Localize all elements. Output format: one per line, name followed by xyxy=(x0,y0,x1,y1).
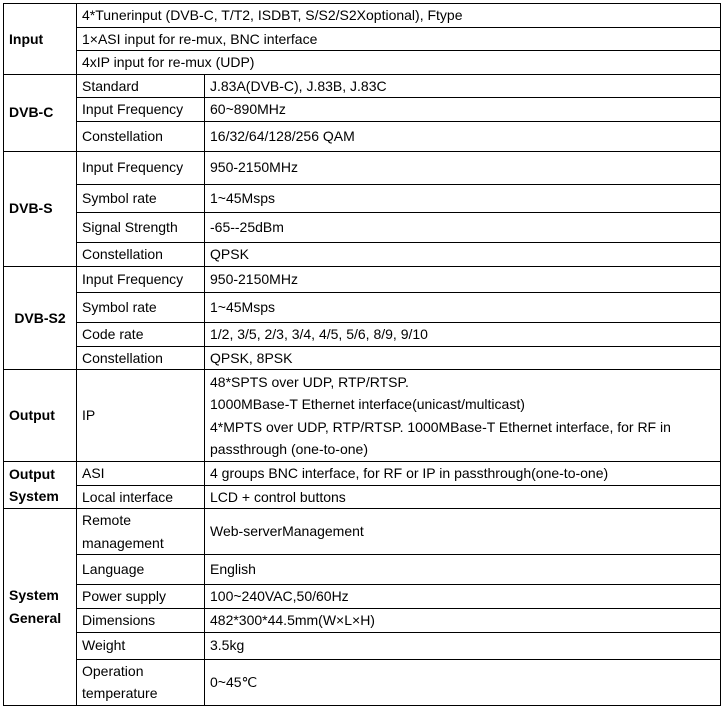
system-general-value: 100~240VAC,50/60Hz xyxy=(205,585,721,609)
system-general-key xyxy=(77,509,205,555)
table-row xyxy=(4,585,721,609)
table-row xyxy=(4,292,721,322)
key-line: Operation xyxy=(82,662,144,679)
dvbs-key: Symbol rate xyxy=(77,184,205,212)
output-line: 1000MBase-T Ethernet interface(unicast/multicast) xyxy=(210,396,525,412)
table-row xyxy=(4,462,721,486)
table-row xyxy=(4,509,721,555)
dvbs-key: Input Frequency xyxy=(77,151,205,184)
dvbs-key: Constellation xyxy=(77,242,205,266)
input-line-3: 4xIP input for re-mux (UDP) xyxy=(77,51,721,75)
system-general-value: English xyxy=(205,555,721,585)
table-row xyxy=(4,51,721,75)
table-row xyxy=(4,555,721,585)
system-general-value: 482*300*44.5mm(W×L×H) xyxy=(205,609,721,633)
system-general-key xyxy=(77,659,205,705)
dvbs2-value: 1/2, 3/5, 2/3, 3/4, 4/5, 5/6, 8/9, 9/10 xyxy=(205,322,721,346)
dvbc-value: 16/32/64/128/256 QAM xyxy=(205,121,721,151)
system-general-key: Power supply xyxy=(77,585,205,609)
table-row xyxy=(4,242,721,266)
output-line: passthrough (one-to-one) xyxy=(210,441,368,457)
table-row xyxy=(4,74,721,98)
table-row xyxy=(4,184,721,212)
group-dvbs-label: DVB-S xyxy=(4,151,77,266)
system-general-key: Language xyxy=(77,555,205,585)
dvbs-value: 950-2150MHz xyxy=(205,151,721,184)
dvbs-value: -65--25dBm xyxy=(205,212,721,242)
spec-table xyxy=(3,3,721,706)
system-general-value: 3.5kg xyxy=(205,632,721,659)
table-row xyxy=(4,322,721,346)
dvbc-key: Standard xyxy=(77,74,205,98)
system-general-value: 0~45℃ xyxy=(205,659,721,705)
system-general-label-line: General xyxy=(9,609,62,626)
output-system-label-line: Output xyxy=(9,465,55,482)
dvbs2-key: Constellation xyxy=(77,346,205,370)
dvbs-value: QPSK xyxy=(205,242,721,266)
system-general-key: Weight xyxy=(77,632,205,659)
system-general-key: Dimensions xyxy=(77,609,205,633)
dvbc-key: Input Frequency xyxy=(77,98,205,122)
table-row xyxy=(4,266,721,292)
key-line: Remote xyxy=(82,512,132,528)
table-row xyxy=(4,609,721,633)
output-system-key: ASI xyxy=(77,462,205,486)
input-line-2: 1×ASI input for re-mux, BNC interface xyxy=(77,27,721,51)
output-line: 4*MPTS over UDP, RTP/RTSP. 1000MBase-T Ethernet interface, for RF in xyxy=(210,418,671,435)
output-system-value: 4 groups BNC interface, for RF or IP in passthrough(one-to-one) xyxy=(205,462,721,486)
table-row xyxy=(4,485,721,509)
system-general-value: Web-serverManagement xyxy=(205,509,721,555)
system-general-label-line: System xyxy=(9,587,59,604)
group-dvbs2-label: DVB-S2 xyxy=(4,266,77,370)
dvbs2-value: QPSK, 8PSK xyxy=(205,346,721,370)
group-system-general-label xyxy=(4,509,77,706)
table-row xyxy=(4,346,721,370)
table-row xyxy=(4,370,721,462)
input-line-1: 4*Tunerinput (DVB-C, T/T2, ISDBT, S/S2/S2Xoptional), Ftype xyxy=(77,4,721,28)
dvbc-value: 60~890MHz xyxy=(205,98,721,122)
dvbs-key: Signal Strength xyxy=(77,212,205,242)
table-row xyxy=(4,659,721,705)
group-output-system-label xyxy=(4,462,77,509)
group-input-label: Input xyxy=(4,4,77,75)
dvbs2-key: Code rate xyxy=(77,322,205,346)
dvbc-key: Constellation xyxy=(77,121,205,151)
output-key: IP xyxy=(77,370,205,462)
table-row xyxy=(4,151,721,184)
key-line: temperature xyxy=(82,685,158,701)
table-row xyxy=(4,4,721,28)
dvbs2-value: 950-2150MHz xyxy=(205,266,721,292)
dvbs2-key: Input Frequency xyxy=(77,266,205,292)
table-row xyxy=(4,98,721,122)
table-row xyxy=(4,212,721,242)
output-system-key: Local interface xyxy=(77,485,205,509)
table-row xyxy=(4,27,721,51)
dvbs-value: 1~45Msps xyxy=(205,184,721,212)
dvbs2-key: Symbol rate xyxy=(77,292,205,322)
table-row xyxy=(4,121,721,151)
key-line: management xyxy=(82,534,164,551)
table-row xyxy=(4,632,721,659)
output-line: 48*SPTS over UDP, RTP/RTSP. xyxy=(210,373,409,390)
dvbc-value: J.83A(DVB-C), J.83B, J.83C xyxy=(205,74,721,98)
group-dvbc-label: DVB-C xyxy=(4,74,77,151)
dvbs2-value: 1~45Msps xyxy=(205,292,721,322)
output-value xyxy=(205,370,721,462)
output-system-value: LCD + control buttons xyxy=(205,485,721,509)
output-system-label-line: System xyxy=(9,488,59,504)
group-output-label: Output xyxy=(4,370,77,462)
